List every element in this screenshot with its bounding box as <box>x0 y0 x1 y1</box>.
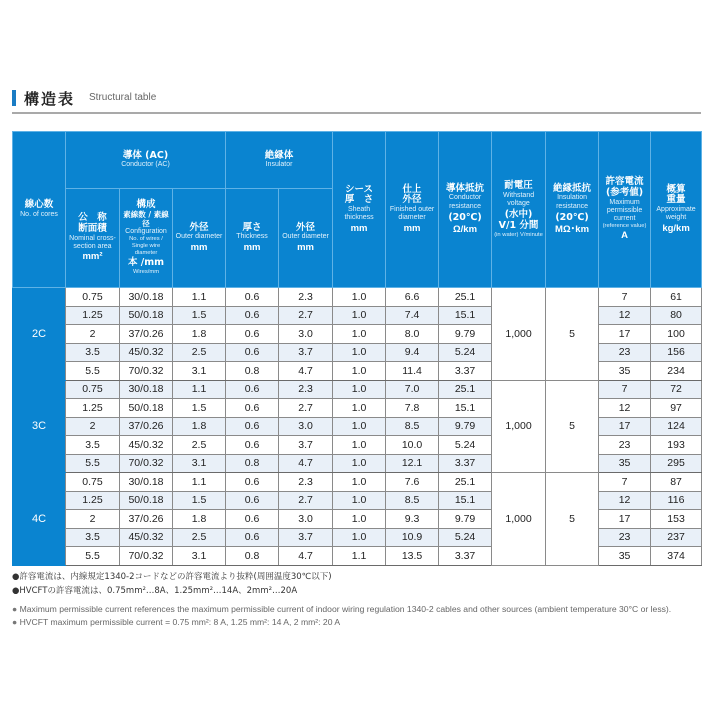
withstand-voltage-cell: 1,000 <box>492 288 546 381</box>
insulator-od-cell: 2.7 <box>279 306 333 325</box>
insulator-od-cell: 4.7 <box>279 454 333 473</box>
header-insulator-od: 外径 Outer diameter mm <box>279 189 333 288</box>
cores-cell: 4C <box>13 473 66 566</box>
header-insulator-group: 絶縁体 Insulator <box>226 132 333 189</box>
insulator-thickness-cell: 0.6 <box>226 380 279 399</box>
permissible-current-cell: 23 <box>599 343 651 362</box>
insulation-resistance-cell: 5 <box>546 473 599 566</box>
header-conductor-group: 導体 (AC) Conductor (AC) <box>66 132 226 189</box>
conductor-resistance-cell: 15.1 <box>439 399 492 418</box>
bullet-icon: ● <box>12 617 18 627</box>
approx-weight-cell: 61 <box>651 288 702 307</box>
sheath-thickness-cell: 1.0 <box>333 399 386 418</box>
conductor-od-cell: 3.1 <box>173 362 226 381</box>
finished-od-cell: 11.4 <box>386 362 439 381</box>
insulator-thickness-cell: 0.6 <box>226 417 279 436</box>
permissible-current-cell: 7 <box>599 473 651 492</box>
approx-weight-cell: 87 <box>651 473 702 492</box>
header-permissible-current: 許容電流 (参考値) Maximum permissible current (reference value) A <box>599 132 651 288</box>
configuration-cell: 30/0.18 <box>120 473 173 492</box>
permissible-current-cell: 17 <box>599 417 651 436</box>
table-row <box>13 325 702 344</box>
conductor-resistance-cell: 3.37 <box>439 454 492 473</box>
conductor-resistance-cell: 15.1 <box>439 306 492 325</box>
nominal-area-cell: 5.5 <box>66 362 120 381</box>
table-row <box>13 510 702 529</box>
permissible-current-cell: 35 <box>599 362 651 381</box>
header-conductor-od: 外径 Outer diameter mm <box>173 189 226 288</box>
sheath-thickness-cell: 1.0 <box>333 436 386 455</box>
permissible-current-cell: 35 <box>599 547 651 566</box>
table-row <box>13 473 702 492</box>
conductor-od-cell: 2.5 <box>173 528 226 547</box>
configuration-cell: 50/0.18 <box>120 399 173 418</box>
insulator-od-cell: 4.7 <box>279 362 333 381</box>
insulator-thickness-cell: 0.6 <box>226 528 279 547</box>
bullet-icon: ● <box>12 604 18 614</box>
permissible-current-cell: 12 <box>599 491 651 510</box>
approx-weight-cell: 295 <box>651 454 702 473</box>
conductor-resistance-cell: 25.1 <box>439 380 492 399</box>
insulator-od-cell: 3.7 <box>279 343 333 362</box>
finished-od-cell: 6.6 <box>386 288 439 307</box>
conductor-od-cell: 1.1 <box>173 288 226 307</box>
configuration-cell: 70/0.32 <box>120 362 173 381</box>
note-en-1: ● Maximum permissible current references the maximum permissible current of indoor wiring regulation 1340-2 cables and other sources (ambient temperature 30°C or less). <box>12 604 672 614</box>
nominal-area-cell: 0.75 <box>66 473 120 492</box>
nominal-area-cell: 2 <box>66 510 120 529</box>
permissible-current-cell: 23 <box>599 528 651 547</box>
conductor-od-cell: 1.5 <box>173 306 226 325</box>
sheath-thickness-cell: 1.0 <box>333 417 386 436</box>
insulator-od-cell: 2.3 <box>279 380 333 399</box>
sheath-thickness-cell: 1.0 <box>333 510 386 529</box>
conductor-od-cell: 3.1 <box>173 454 226 473</box>
conductor-od-cell: 1.5 <box>173 399 226 418</box>
insulation-resistance-cell: 5 <box>546 380 599 473</box>
configuration-cell: 37/0.26 <box>120 510 173 529</box>
nominal-area-cell: 0.75 <box>66 380 120 399</box>
nominal-area-cell: 5.5 <box>66 454 120 473</box>
conductor-resistance-cell: 25.1 <box>439 473 492 492</box>
permissible-current-cell: 17 <box>599 325 651 344</box>
insulator-thickness-cell: 0.6 <box>226 343 279 362</box>
configuration-cell: 45/0.32 <box>120 436 173 455</box>
conductor-resistance-cell: 3.37 <box>439 547 492 566</box>
conductor-od-cell: 2.5 <box>173 436 226 455</box>
insulator-od-cell: 3.0 <box>279 417 333 436</box>
table-row <box>13 343 702 362</box>
table-row <box>13 288 702 307</box>
title-divider <box>12 112 701 114</box>
finished-od-cell: 10.0 <box>386 436 439 455</box>
finished-od-cell: 12.1 <box>386 454 439 473</box>
sheath-thickness-cell: 1.0 <box>333 343 386 362</box>
finished-od-cell: 9.3 <box>386 510 439 529</box>
nominal-area-cell: 2 <box>66 417 120 436</box>
finished-od-cell: 8.5 <box>386 491 439 510</box>
table-body <box>13 288 702 566</box>
conductor-od-cell: 1.1 <box>173 380 226 399</box>
configuration-cell: 30/0.18 <box>120 288 173 307</box>
finished-od-cell: 8.5 <box>386 417 439 436</box>
conductor-resistance-cell: 5.24 <box>439 528 492 547</box>
insulator-thickness-cell: 0.8 <box>226 454 279 473</box>
title-accent-bar <box>12 90 16 106</box>
configuration-cell: 37/0.26 <box>120 417 173 436</box>
insulator-od-cell: 2.3 <box>279 473 333 492</box>
approx-weight-cell: 237 <box>651 528 702 547</box>
approx-weight-cell: 124 <box>651 417 702 436</box>
approx-weight-cell: 116 <box>651 491 702 510</box>
sheath-thickness-cell: 1.0 <box>333 528 386 547</box>
configuration-cell: 70/0.32 <box>120 454 173 473</box>
approx-weight-cell: 97 <box>651 399 702 418</box>
finished-od-cell: 7.6 <box>386 473 439 492</box>
table-row <box>13 491 702 510</box>
nominal-area-cell: 3.5 <box>66 343 120 362</box>
sheath-thickness-cell: 1.0 <box>333 380 386 399</box>
conductor-od-cell: 1.5 <box>173 491 226 510</box>
section-title <box>12 88 701 108</box>
conductor-od-cell: 2.5 <box>173 343 226 362</box>
insulator-od-cell: 3.0 <box>279 325 333 344</box>
sheath-thickness-cell: 1.1 <box>333 547 386 566</box>
table-row <box>13 306 702 325</box>
insulator-thickness-cell: 0.6 <box>226 306 279 325</box>
insulator-od-cell: 4.7 <box>279 547 333 566</box>
table-row <box>13 417 702 436</box>
table-row <box>13 528 702 547</box>
insulator-od-cell: 2.3 <box>279 288 333 307</box>
permissible-current-cell: 7 <box>599 288 651 307</box>
sheath-thickness-cell: 1.0 <box>333 454 386 473</box>
conductor-resistance-cell: 3.37 <box>439 362 492 381</box>
insulator-od-cell: 2.7 <box>279 399 333 418</box>
sheath-thickness-cell: 1.0 <box>333 473 386 492</box>
title-japanese: 構造表 <box>24 90 76 108</box>
insulator-od-cell: 3.7 <box>279 436 333 455</box>
permissible-current-cell: 7 <box>599 380 651 399</box>
nominal-area-cell: 1.25 <box>66 399 120 418</box>
approx-weight-cell: 234 <box>651 362 702 381</box>
permissible-current-cell: 17 <box>599 510 651 529</box>
conductor-od-cell: 1.8 <box>173 325 226 344</box>
structural-table <box>12 131 702 566</box>
table-row <box>13 380 702 399</box>
insulator-thickness-cell: 0.6 <box>226 288 279 307</box>
header-sheath-thickness: シース 厚 さ Sheath thickness mm <box>333 132 386 288</box>
insulator-thickness-cell: 0.8 <box>226 362 279 381</box>
insulator-od-cell: 2.7 <box>279 491 333 510</box>
header-withstand-voltage: 耐電圧 Withstand voltage (水中) V/1 分間 (in water) V/minute <box>492 132 546 288</box>
header-conductor-resistance: 導体抵抗 Conductor resistance (20℃) Ω/km <box>439 132 492 288</box>
note-jp-2: ●HVCFTの許容電流は、0.75mm²…8A、1.25mm²…14A、2mm²…20A <box>12 586 298 596</box>
conductor-resistance-cell: 5.24 <box>439 436 492 455</box>
configuration-cell: 37/0.26 <box>120 325 173 344</box>
approx-weight-cell: 156 <box>651 343 702 362</box>
conductor-od-cell: 1.8 <box>173 510 226 529</box>
finished-od-cell: 7.8 <box>386 399 439 418</box>
footnotes <box>12 570 707 629</box>
sheath-thickness-cell: 1.0 <box>333 362 386 381</box>
permissible-current-cell: 35 <box>599 454 651 473</box>
conductor-resistance-cell: 9.79 <box>439 325 492 344</box>
finished-od-cell: 9.4 <box>386 343 439 362</box>
approx-weight-cell: 100 <box>651 325 702 344</box>
finished-od-cell: 13.5 <box>386 547 439 566</box>
sheath-thickness-cell: 1.0 <box>333 306 386 325</box>
sheath-thickness-cell: 1.0 <box>333 325 386 344</box>
conductor-od-cell: 1.8 <box>173 417 226 436</box>
approx-weight-cell: 193 <box>651 436 702 455</box>
nominal-area-cell: 3.5 <box>66 436 120 455</box>
finished-od-cell: 7.4 <box>386 306 439 325</box>
sheath-thickness-cell: 1.0 <box>333 491 386 510</box>
nominal-area-cell: 0.75 <box>66 288 120 307</box>
insulator-thickness-cell: 0.6 <box>226 436 279 455</box>
header-insulator-thickness: 厚さ Thickness mm <box>226 189 279 288</box>
approx-weight-cell: 80 <box>651 306 702 325</box>
insulation-resistance-cell: 5 <box>546 288 599 381</box>
withstand-voltage-cell: 1,000 <box>492 380 546 473</box>
header-insulation-resistance: 絶縁抵抗 Insulation resistance (20℃) MΩ･km <box>546 132 599 288</box>
insulator-thickness-cell: 0.6 <box>226 491 279 510</box>
header-cores: 線心数 No. of cores <box>13 132 66 288</box>
nominal-area-cell: 2 <box>66 325 120 344</box>
approx-weight-cell: 153 <box>651 510 702 529</box>
nominal-area-cell: 5.5 <box>66 547 120 566</box>
table-row <box>13 399 702 418</box>
header-configuration: 構成 素線数 / 素線径 Configuration No. of wires / Single wire diameter 本 /mm Wires/mm <box>120 189 173 288</box>
conductor-resistance-cell: 25.1 <box>439 288 492 307</box>
header-finished-od: 仕上 外径 Finished outer diameter mm <box>386 132 439 288</box>
conductor-od-cell: 1.1 <box>173 473 226 492</box>
nominal-area-cell: 1.25 <box>66 306 120 325</box>
configuration-cell: 50/0.18 <box>120 306 173 325</box>
table-row <box>13 362 702 381</box>
nominal-area-cell: 3.5 <box>66 528 120 547</box>
withstand-voltage-cell: 1,000 <box>492 473 546 566</box>
insulator-od-cell: 3.0 <box>279 510 333 529</box>
configuration-cell: 70/0.32 <box>120 547 173 566</box>
finished-od-cell: 8.0 <box>386 325 439 344</box>
header-approx-weight: 概算 重量 Approximate weight kg/km <box>651 132 702 288</box>
insulator-thickness-cell: 0.8 <box>226 547 279 566</box>
title-english: Structural table <box>89 92 157 103</box>
conductor-resistance-cell: 15.1 <box>439 491 492 510</box>
insulator-thickness-cell: 0.6 <box>226 325 279 344</box>
cores-cell: 2C <box>13 288 66 381</box>
configuration-cell: 45/0.32 <box>120 343 173 362</box>
conductor-od-cell: 3.1 <box>173 547 226 566</box>
permissible-current-cell: 12 <box>599 399 651 418</box>
conductor-resistance-cell: 9.79 <box>439 417 492 436</box>
permissible-current-cell: 23 <box>599 436 651 455</box>
configuration-cell: 50/0.18 <box>120 491 173 510</box>
approx-weight-cell: 72 <box>651 380 702 399</box>
configuration-cell: 45/0.32 <box>120 528 173 547</box>
configuration-cell: 30/0.18 <box>120 380 173 399</box>
insulator-thickness-cell: 0.6 <box>226 399 279 418</box>
table-row <box>13 436 702 455</box>
finished-od-cell: 7.0 <box>386 380 439 399</box>
approx-weight-cell: 374 <box>651 547 702 566</box>
insulator-thickness-cell: 0.6 <box>226 510 279 529</box>
nominal-area-cell: 1.25 <box>66 491 120 510</box>
finished-od-cell: 10.9 <box>386 528 439 547</box>
note-jp-1: ●許容電流は、内線規定1340-2コードなどの許容電流より抜粋(周囲温度30℃以下) <box>12 572 332 582</box>
cores-cell: 3C <box>13 380 66 473</box>
note-en-2: ● HVCFT maximum permissible current = 0.75 mm²: 8 A, 1.25 mm²: 14 A, 2 mm²: 20 A <box>12 617 341 627</box>
header-row-1 <box>13 132 702 189</box>
header-nominal-area: 公 称 断面積 Nominal cross-section area mm² <box>66 189 120 288</box>
sheath-thickness-cell: 1.0 <box>333 288 386 307</box>
permissible-current-cell: 12 <box>599 306 651 325</box>
table-row <box>13 454 702 473</box>
insulator-od-cell: 3.7 <box>279 528 333 547</box>
insulator-thickness-cell: 0.6 <box>226 473 279 492</box>
conductor-resistance-cell: 9.79 <box>439 510 492 529</box>
conductor-resistance-cell: 5.24 <box>439 343 492 362</box>
table-row <box>13 547 702 566</box>
